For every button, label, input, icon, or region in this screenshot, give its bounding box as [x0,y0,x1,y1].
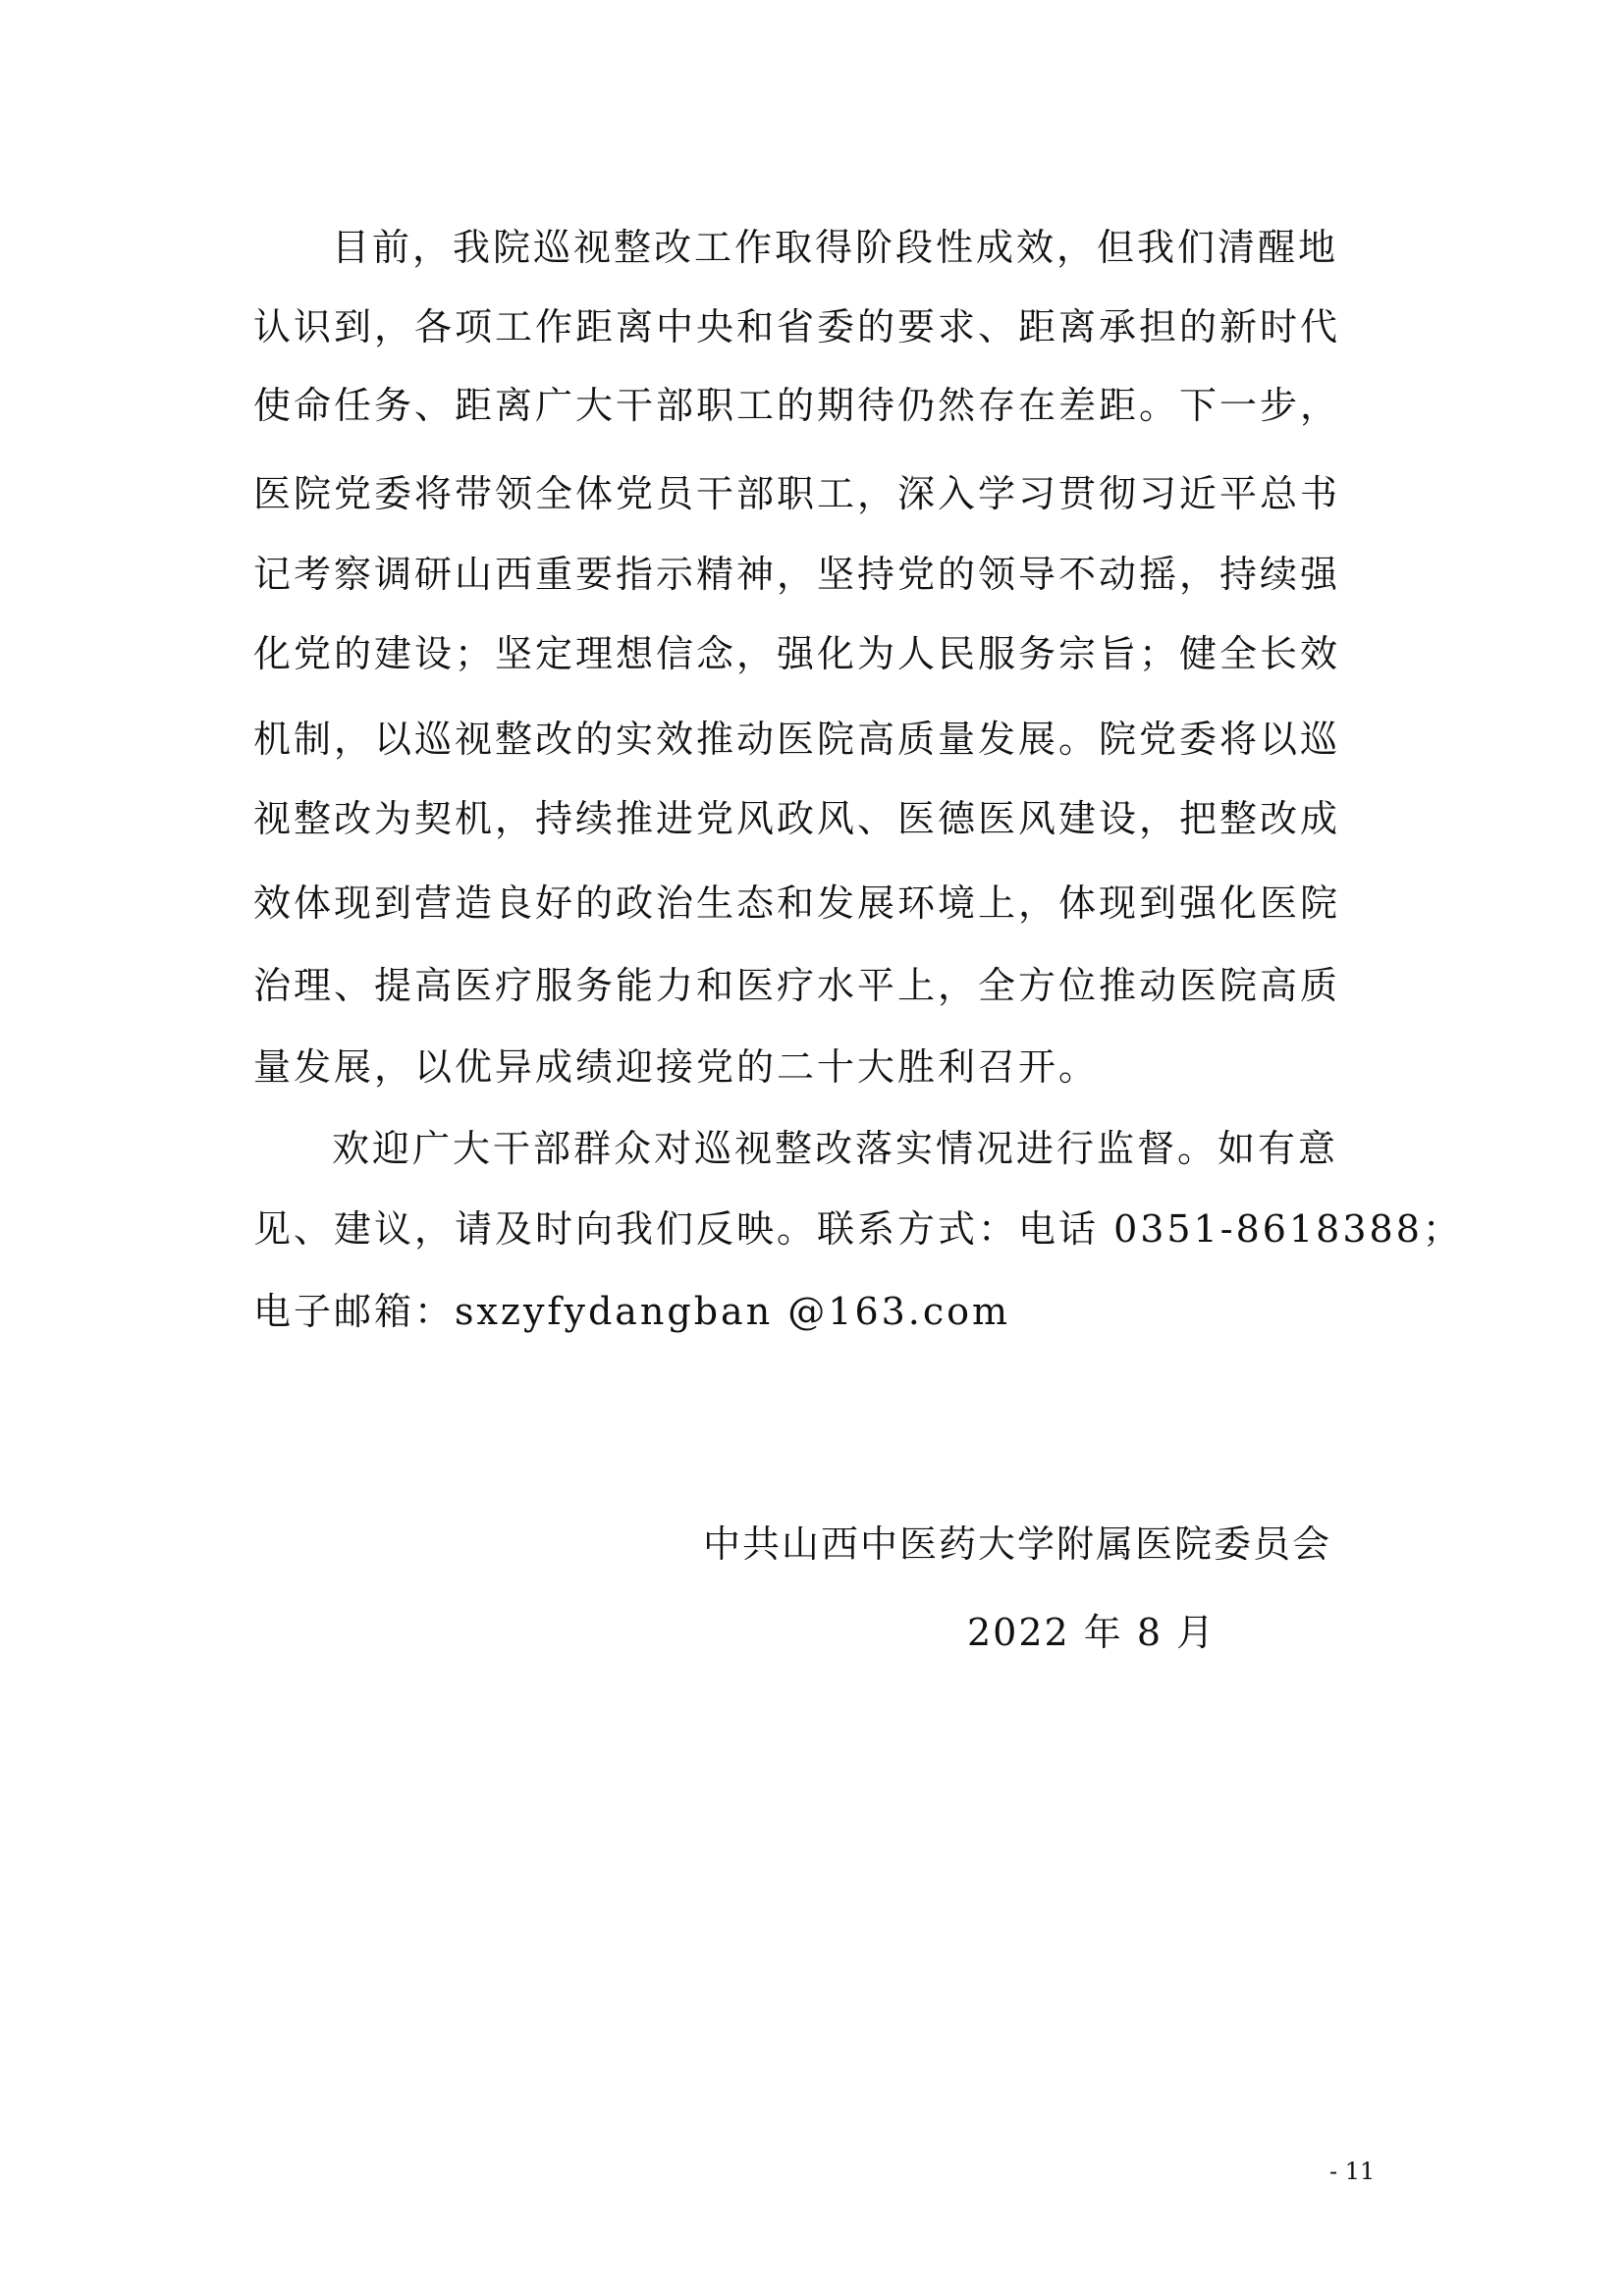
text-line: 机制，以巡视整改的实效推动医院高质量发展。院党委将以巡 [253,718,1341,761]
text-line: 使命任务、距离广大干部职工的期待仍然存在差距。下一步， [253,384,1341,427]
text-line: 目前，我院巡视整改工作取得阶段性成效，但我们清醒地 [332,226,1339,269]
text-line: 化党的建设；坚定理想信念，强化为人民服务宗旨；健全长效 [253,632,1341,675]
text-line: 量发展，以优异成绩迎接党的二十大胜利召开。 [253,1045,1100,1089]
text-line: 见、建议，请及时向我们反映。联系方式：电话 0351-8618388； [253,1207,1463,1251]
page-number: - 11 [1329,2158,1376,2185]
text-line: 欢迎广大干部群众对巡视整改落实情况进行监督。如有意 [332,1127,1339,1170]
text-line: 记考察调研山西重要指示精神，坚持党的领导不动摇，持续强 [253,553,1341,596]
signature-organization: 中共山西中医药大学附属医院委员会 [703,1522,1332,1566]
text-line: 治理、提高医疗服务能力和医疗水平上，全方位推动医院高质 [253,964,1341,1007]
text-line: 认识到，各项工作距离中央和省委的要求、距离承担的新时代 [253,305,1341,348]
text-line: 医院党委将带领全体党员干部职工，深入学习贯彻习近平总书 [253,472,1341,515]
signature-date: 2022 年 8 月 [967,1611,1217,1654]
text-line: 效体现到营造良好的政治生态和发展环境上，体现到强化医院 [253,881,1341,925]
contact-email-line: 电子邮箱：sxzyfydangban @163.com [253,1290,1011,1333]
text-line: 视整改为契机，持续推进党风政风、医德医风建设，把整改成 [253,797,1341,840]
